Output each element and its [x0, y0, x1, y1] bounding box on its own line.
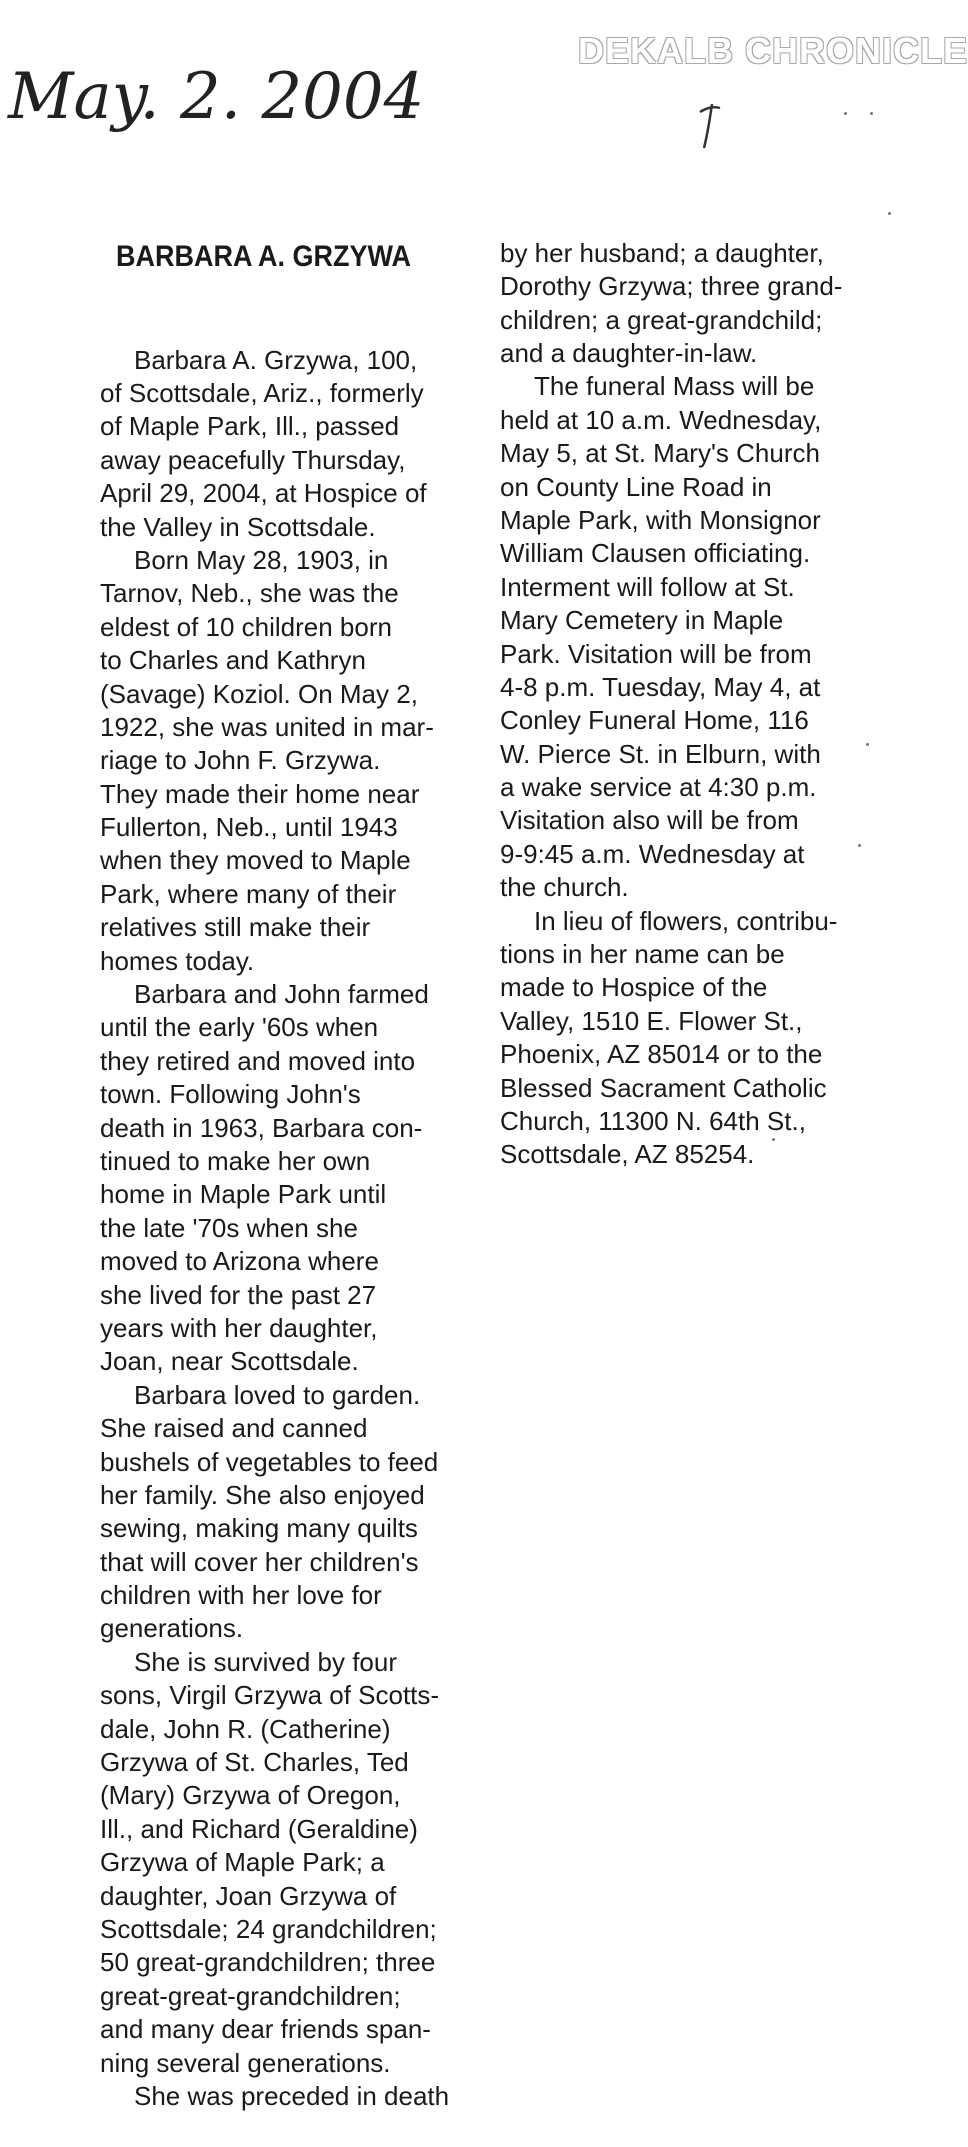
text-line: Visitation also will be from	[500, 805, 799, 836]
text-line: She was preceded in death	[134, 2080, 450, 2111]
handwritten-date-text: May. 2. 2004	[8, 60, 425, 134]
text-line: Dorothy Grzywa; three grand-	[500, 271, 843, 302]
text-line: Ill., and Richard (Geraldine)	[100, 1813, 418, 1844]
text-line: dale, John R. (Catherine)	[100, 1713, 391, 1744]
text-line: Valley, 1510 E. Flower St.,	[500, 1005, 803, 1036]
text-line: Barbara loved to garden.	[134, 1379, 421, 1410]
left-column-text	[100, 344, 495, 2114]
text-line: 1922, she was united in mar-	[100, 711, 434, 742]
text-line: sewing, making many quilts	[100, 1513, 418, 1544]
text-line: W. Pierce St. in Elburn, with	[500, 738, 821, 769]
text-line: they retired and moved into	[100, 1045, 416, 1076]
text-line: the Valley in Scottsdale.	[100, 511, 376, 542]
text-line: riage to John F. Grzywa.	[100, 745, 381, 776]
text-line: sons, Virgil Grzywa of Scotts-	[100, 1680, 440, 1711]
text-line: eldest of 10 children born	[100, 611, 392, 642]
text-line: of Scottsdale, Ariz., formerly	[100, 378, 424, 409]
text-line: Maple Park, with Monsignor	[500, 504, 821, 535]
text-line: Mary Cemetery in Maple	[500, 605, 784, 636]
text-line: April 29, 2004, at Hospice of	[100, 478, 427, 509]
text-line: Park. Visitation will be from	[500, 638, 812, 669]
text-line: In lieu of flowers, contribu-	[534, 905, 838, 936]
text-line: children; a great-grandchild;	[500, 304, 823, 335]
scan-speck	[844, 112, 847, 115]
text-line: The funeral Mass will be	[534, 371, 815, 402]
text-line: Park, where many of their	[100, 878, 397, 909]
left-column	[100, 170, 495, 2147]
text-line: death in 1963, Barbara con-	[100, 1112, 423, 1143]
text-line: made to Hospice of the	[500, 972, 768, 1003]
text-line: home in Maple Park until	[100, 1179, 387, 1210]
scan-speck	[888, 212, 891, 215]
text-line: her family. She also enjoyed	[100, 1479, 425, 1510]
text-line: bushels of vegetables to feed	[100, 1446, 439, 1477]
text-line: great-great-grandchildren;	[100, 1980, 401, 2011]
text-line: tions in her name can be	[500, 939, 785, 970]
right-column	[500, 170, 900, 1205]
text-line: William Clausen officiating.	[500, 538, 811, 569]
text-line: daughter, Joan Grzywa of	[100, 1880, 397, 1911]
text-line: and a daughter-in-law.	[500, 337, 758, 368]
scan-speck	[772, 1138, 775, 1141]
text-line: Born May 28, 1903, in	[134, 544, 389, 575]
text-line: a wake service at 4:30 p.m.	[500, 772, 817, 803]
text-line: Grzywa of Maple Park; a	[100, 1847, 385, 1878]
text-line: (Mary) Grzywa of Oregon,	[100, 1780, 401, 1811]
text-line: Joan, near Scottsdale.	[100, 1346, 359, 1377]
scan-speck	[870, 112, 873, 115]
handwritten-date	[8, 58, 508, 138]
text-line: when they moved to Maple	[100, 845, 411, 876]
text-line: children with her love for	[100, 1580, 382, 1611]
pen-mark	[690, 96, 730, 156]
text-line: 9-9:45 a.m. Wednesday at	[500, 838, 805, 869]
text-line: Conley Funeral Home, 116	[500, 705, 809, 736]
text-line: Tarnov, Neb., she was the	[100, 578, 399, 609]
text-line: She raised and canned	[100, 1413, 368, 1444]
text-line: to Charles and Kathryn	[100, 645, 366, 676]
text-line: by her husband; a daughter,	[500, 237, 824, 268]
text-line: Fullerton, Neb., until 1943	[100, 812, 398, 843]
text-line: Church, 11300 N. 64th St.,	[500, 1105, 806, 1136]
text-line: relatives still make their	[100, 912, 371, 943]
scan-speck	[858, 844, 861, 847]
obituary-headline: BARBARA A. GRZYWA	[116, 239, 411, 273]
text-line: the late '70s when she	[100, 1212, 358, 1243]
text-line: of Maple Park, Ill., passed	[100, 411, 400, 442]
text-line: until the early '60s when	[100, 1012, 379, 1043]
text-line: (Savage) Koziol. On May 2,	[100, 678, 418, 709]
text-line: tinued to make her own	[100, 1146, 371, 1176]
text-line: They made their home near	[100, 778, 420, 809]
text-line: town. Following John's	[100, 1079, 361, 1110]
text-line: generations.	[100, 1613, 244, 1644]
text-line: on County Line Road in	[500, 471, 772, 502]
text-line: the church.	[500, 872, 629, 903]
text-line: Scottsdale, AZ 85254.	[500, 1139, 755, 1170]
text-line: Grzywa of St. Charles, Ted	[100, 1747, 409, 1778]
text-line: homes today.	[100, 945, 255, 976]
scan-speck	[866, 743, 869, 746]
text-line: Barbara A. Grzywa, 100,	[134, 344, 418, 375]
text-line: that will cover her children's	[100, 1546, 419, 1577]
text-line: May 5, at St. Mary's Church	[500, 438, 820, 469]
text-line: Scottsdale; 24 grandchildren;	[100, 1913, 437, 1944]
text-line: Phoenix, AZ 85014 or to the	[500, 1039, 823, 1070]
text-line: years with her daughter,	[100, 1312, 378, 1343]
text-line: away peacefully Thursday,	[100, 444, 406, 475]
newspaper-stamp: DEKALB CHRONICLE	[578, 30, 968, 71]
text-line: 50 great-grandchildren; three	[100, 1947, 436, 1978]
text-line: she lived for the past 27	[100, 1279, 377, 1310]
text-line: 4-8 p.m. Tuesday, May 4, at	[500, 671, 821, 702]
right-column-text	[500, 237, 900, 1172]
text-line: held at 10 a.m. Wednesday,	[500, 404, 822, 435]
text-line: moved to Arizona where	[100, 1246, 379, 1277]
text-line: and many dear friends span-	[100, 2014, 431, 2045]
text-line: Barbara and John farmed	[134, 979, 429, 1010]
text-line: Blessed Sacrament Catholic	[500, 1072, 827, 1103]
text-line: She is survived by four	[134, 1646, 398, 1677]
text-line: ning several generations.	[100, 2047, 391, 2078]
text-line: Interment will follow at St.	[500, 571, 795, 602]
